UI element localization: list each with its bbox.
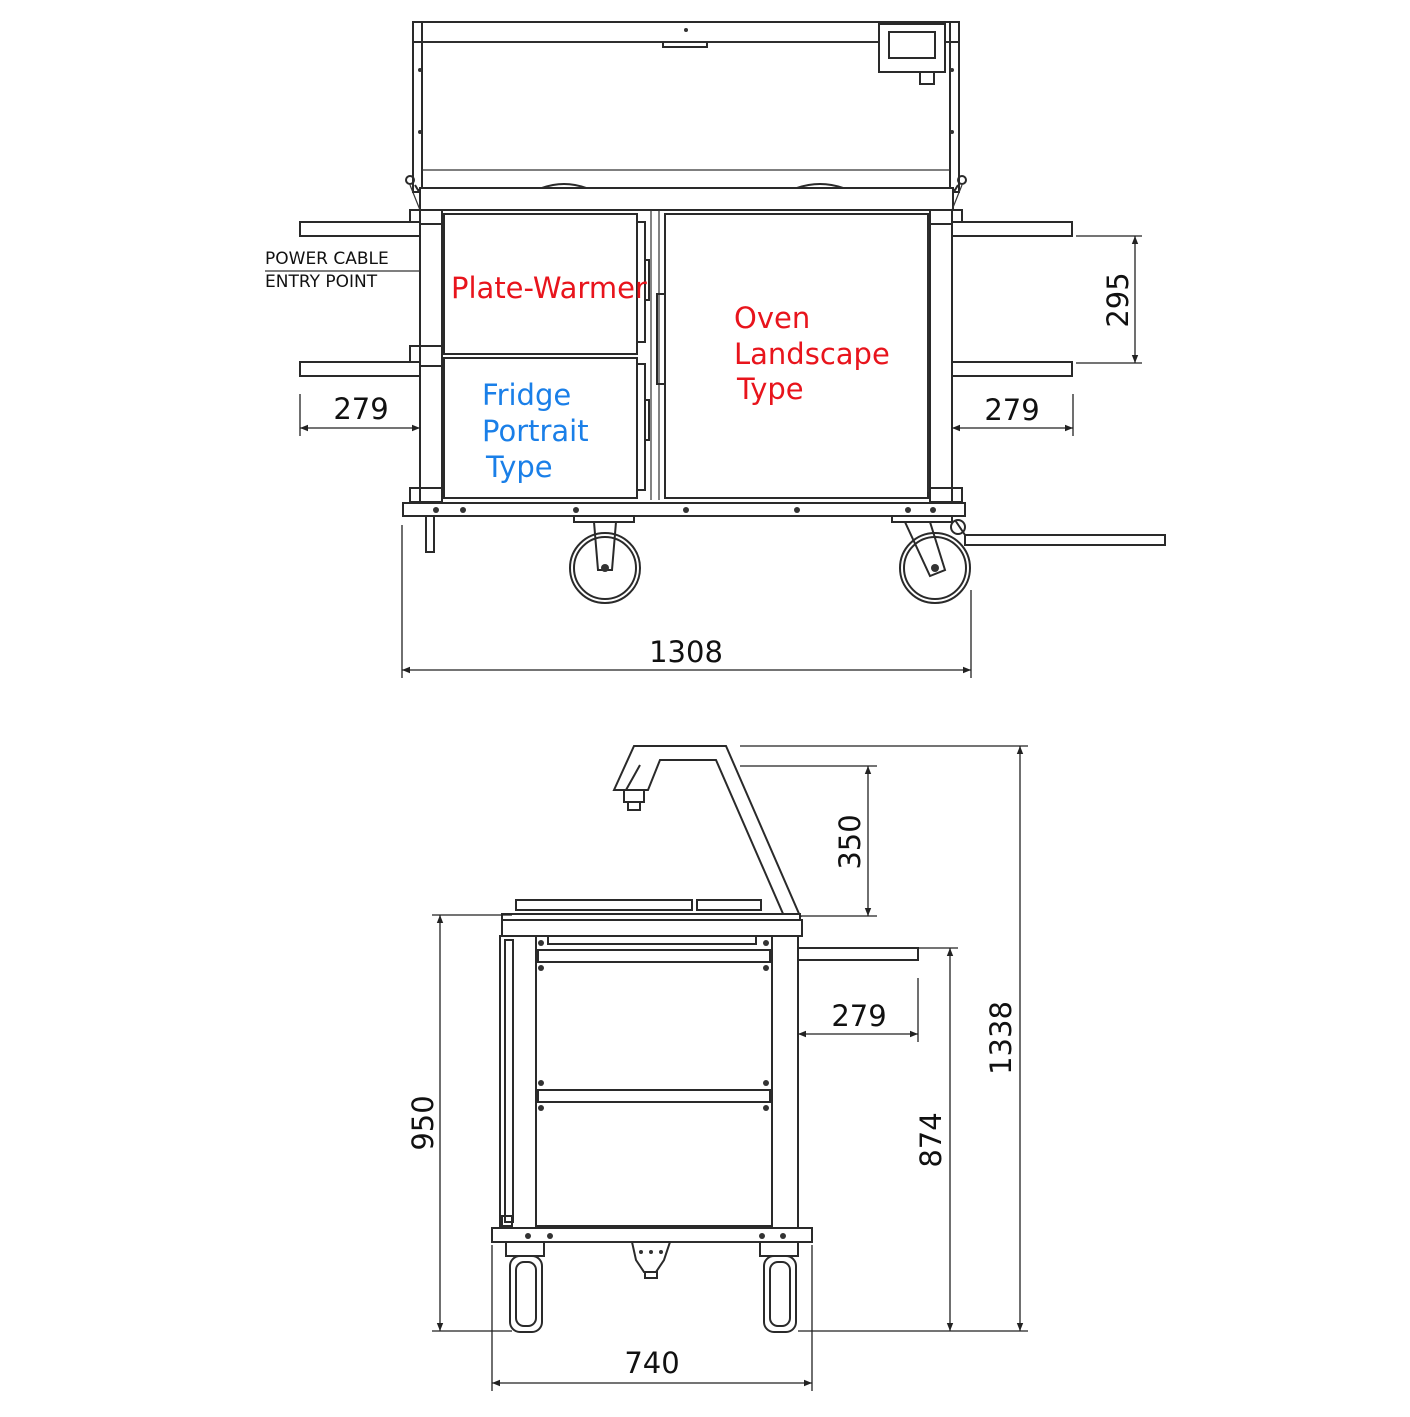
side-view — [406, 746, 1028, 1391]
front-view — [265, 22, 1165, 678]
power-cable-label-line1: POWER CABLE — [265, 249, 389, 269]
power-cable-note — [265, 249, 420, 292]
dimension-279-left-text: 279 — [333, 392, 389, 426]
dimension-295 — [1076, 236, 1142, 363]
side-top-plates — [502, 900, 802, 936]
plate-warmer-label: Plate-Warmer — [451, 271, 647, 305]
dimension-279-side-text: 279 — [831, 999, 887, 1033]
heated-gantry — [413, 22, 959, 192]
dimension-950-text: 950 — [406, 1095, 440, 1151]
side-shelf — [798, 948, 918, 960]
dimension-1308-text: 1308 — [649, 635, 723, 669]
dimension-279-left — [300, 392, 420, 436]
side-wheel-right — [760, 1242, 798, 1332]
dimension-874-text: 874 — [914, 1112, 948, 1168]
push-handle — [951, 520, 1165, 545]
side-gantry-arm — [614, 746, 800, 916]
fridge-label-line2: Portrait — [482, 414, 589, 448]
dimension-950 — [406, 915, 512, 1331]
dimension-1308 — [402, 525, 971, 678]
fridge-label-line3: Type — [486, 450, 553, 484]
dimension-279-side — [798, 978, 918, 1042]
dimension-295-text: 295 — [1101, 272, 1135, 328]
dimension-350-text: 350 — [833, 814, 867, 870]
oven-label-line3: Type — [737, 372, 804, 406]
dimension-740-text: 740 — [624, 1346, 680, 1380]
dimension-279-right-text: 279 — [984, 393, 1040, 427]
oven-label-line2: Landscape — [734, 337, 890, 371]
oven-label-line1: Oven — [734, 301, 811, 335]
base-chassis — [403, 503, 965, 552]
control-display — [879, 24, 945, 84]
fridge-label-line1: Fridge — [482, 378, 572, 412]
dimension-1338-text: 1338 — [984, 1001, 1018, 1075]
side-cabinet — [500, 936, 798, 1228]
front-wheel-left — [570, 522, 640, 603]
power-cable-label-line2: ENTRY POINT — [265, 272, 378, 292]
worktop — [406, 176, 966, 210]
dimension-279-right — [952, 393, 1073, 436]
side-wheel-left — [506, 1242, 544, 1332]
